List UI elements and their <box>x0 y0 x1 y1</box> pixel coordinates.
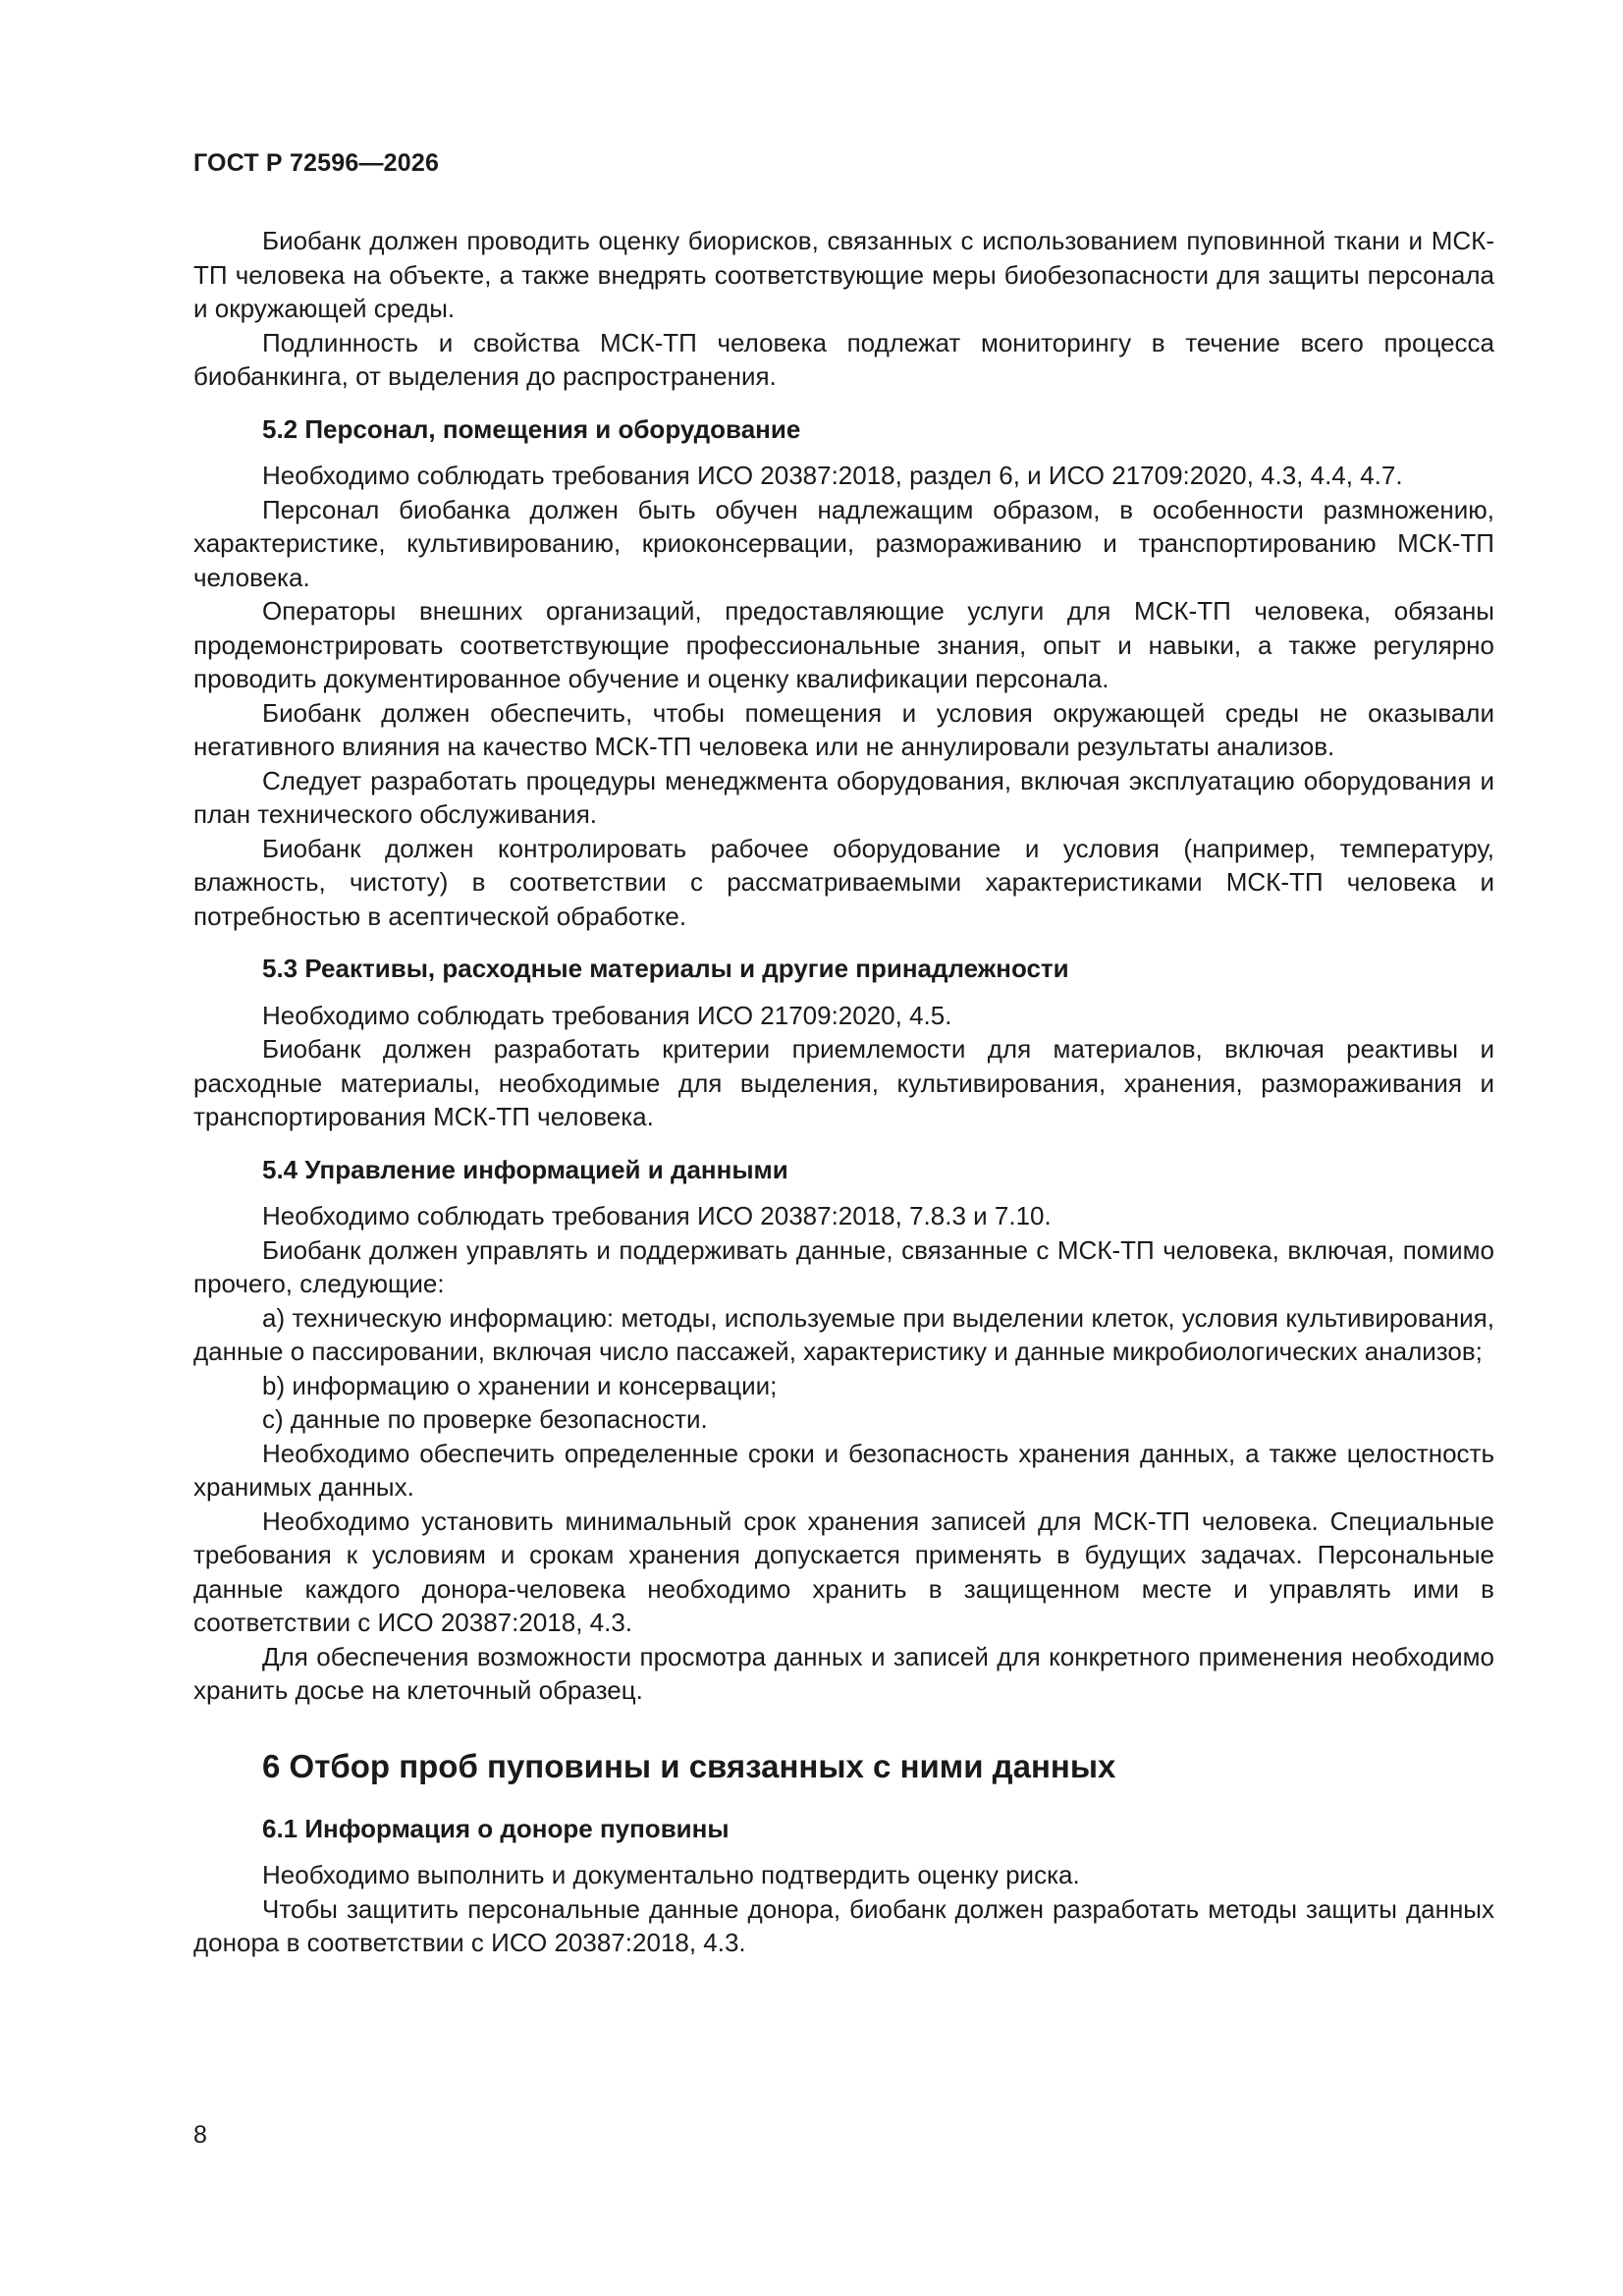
paragraph: Следует разработать процедуры менеджмента оборудования, включая эксплуатацию оборудования и план технического обслуживания. <box>193 765 1494 829</box>
paragraph: Биобанк должен разработать критерии приемлемости для материалов, включая реактивы и расходные материалы, необходимые для выделения, культивирования, хранения, размораживания и транспортирования МСК-ТП человека. <box>193 1034 1494 1131</box>
paragraph: Биобанк должен управлять и поддерживать данные, связанные с МСК-ТП человека, включая, помимо прочего, следующие: <box>193 1234 1494 1298</box>
section-heading-5-3: 5.3 Реактивы, расходные материалы и другие принадлежности <box>262 954 1069 983</box>
paragraph: Необходимо соблюдать требования ИСО 20387:2018, 7.8.3 и 7.10. <box>262 1201 1052 1230</box>
paragraph: Необходимо соблюдать требования ИСО 20387:2018, раздел 6, и ИСО 21709:2020, 4.3, 4.4, 4.7. <box>262 461 1403 490</box>
paragraph: Биобанк должен контролировать рабочее оборудование и условия (например, температуру, влажность, чистоту) в соответствии с рассматриваемыми характеристиками МСК-ТП человека и потребностью в асептической обработке. <box>193 833 1494 931</box>
paragraph: Персонал биобанка должен быть обучен надлежащим образом, в особенности размножению, характеристике, культивированию, криоконсервации, размораживанию и транспортированию МСК-ТП человека. <box>193 494 1494 592</box>
section-heading-5-2: 5.2 Персонал, помещения и оборудование <box>262 413 801 444</box>
section-heading-5-4: 5.4 Управление информацией и данными <box>262 1154 788 1184</box>
list-item-c: c) данные по проверке безопасности. <box>262 1404 708 1434</box>
document-header: ГОСТ Р 72596—2026 <box>193 149 440 177</box>
paragraph: Необходимо установить минимальный срок хранения записей для МСК-ТП человека. Специальные требования к условиям и срокам хранения допускается применять в будущих задачах. Персональные данные каждого донора-человека необходимо хранить в защищенном месте и управлять ими в соответствии с ИСО 20387:2018, 4.3. <box>193 1505 1494 1637</box>
list-item-a: а) техническую информацию: методы, используемые при выделении клеток, условия культивирования, данные о пассировании, включая число пассажей, характеристику и данные микробиологических анализов; <box>193 1302 1494 1366</box>
paragraph: Необходимо выполнить и документально подтвердить оценку риска. <box>262 1860 1080 1889</box>
paragraph: Для обеспечения возможности просмотра данных и записей для конкретного применения необходимо хранить досье на клеточный образец. <box>193 1641 1494 1705</box>
paragraph: Чтобы защитить персональные данные донора, биобанк должен разработать методы защиты данных донора в соответствии с ИСО 20387:2018, 4.3. <box>193 1893 1494 1957</box>
paragraph: Необходимо обеспечить определенные сроки и безопасность хранения данных, а также целостность хранимых данных. <box>193 1438 1494 1502</box>
section-heading-6-1: 6.1 Информация о доноре пуповины <box>262 1813 730 1843</box>
page-number: 8 <box>193 2121 207 2149</box>
list-item-b: b) информацию о хранении и консервации; <box>262 1370 778 1400</box>
document-body <box>193 224 1494 1960</box>
chapter-heading-6: 6 Отбор проб пуповины и связанных с ними данных <box>262 1747 1116 1784</box>
paragraph: Подлинность и свойства МСК-ТП человека подлежат мониторингу в течение всего процесса биобанкинга, от выделения до распространения. <box>193 327 1494 391</box>
paragraph: Необходимо соблюдать требования ИСО 21709:2020, 4.5. <box>262 1000 952 1030</box>
paragraph: Биобанк должен проводить оценку биорисков, связанных с использованием пуповинной ткани и МСК-ТП человека на объекте, а также внедрять соответствующие меры биобезопасности для защиты персонала и окружающей среды. <box>193 226 1494 323</box>
paragraph: Биобанк должен обеспечить, чтобы помещения и условия окружающей среды не оказывали негативного влияния на качество МСК-ТП человека или не аннулировали результаты анализов. <box>193 697 1494 761</box>
paragraph: Операторы внешних организаций, предоставляющие услуги для МСК-ТП человека, обязаны продемонстрировать соответствующие профессиональные знания, опыт и навыки, а также регулярно проводить документированное обучение и оценку квалификации персонала. <box>193 596 1494 693</box>
